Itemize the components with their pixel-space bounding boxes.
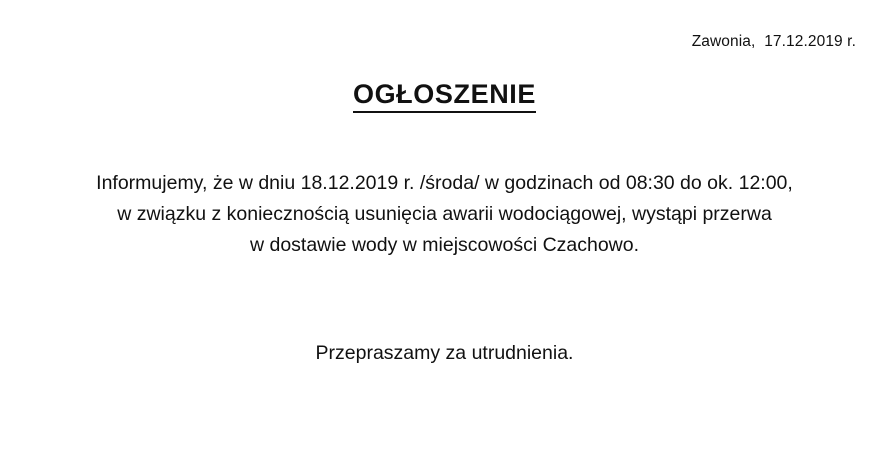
body-line: w związku z koniecznością usunięcia awarii wodociągowej, wystąpi przerwa xyxy=(117,203,772,225)
body-line: w dostawie wody w miejscowości Czachowo. xyxy=(249,234,640,256)
page-title: OGŁOSZENIE xyxy=(353,78,536,113)
closing-container xyxy=(0,338,889,369)
closing-line: Przepraszamy za utrudnienia. xyxy=(315,342,574,364)
title-container xyxy=(0,78,889,113)
dateline: Zawonia, 17.12.2019 r. xyxy=(691,33,856,50)
announcement-body xyxy=(0,168,889,261)
body-line: Informujemy, że w dniu 18.12.2019 r. /środa/ w godzinach od 08:30 do ok. 12:00, xyxy=(96,172,793,194)
